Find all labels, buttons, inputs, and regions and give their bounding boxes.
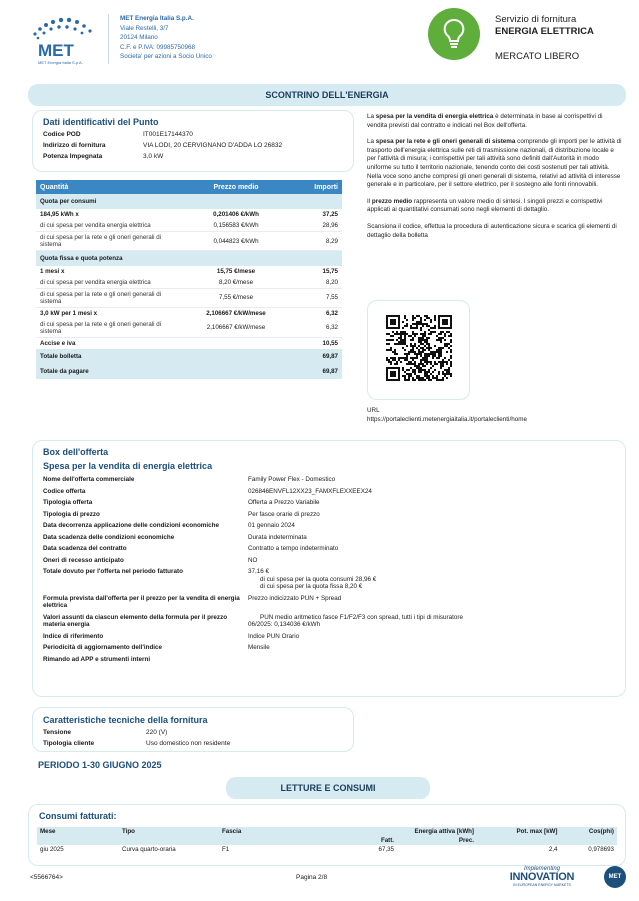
company-info (120, 14, 212, 62)
offer-label: Data scadenza del contratto (43, 545, 127, 552)
header-divider (108, 14, 109, 64)
offer-value: Per fasce orarie di prezzo (248, 510, 320, 518)
readings-title: LETTURE E CONSUMI (226, 777, 430, 799)
offer-row (43, 545, 613, 553)
table-row (36, 266, 342, 277)
offer-label: Totale dovuto per l'offerta nel periodo fatturato (43, 568, 183, 575)
amount-cell: 10,55 (322, 339, 338, 347)
price-cell: 2,106667 €/kW/mese (188, 319, 284, 338)
quantity-cell: 1 mesi x (40, 267, 65, 275)
company-line: 20124 Milano (120, 34, 158, 41)
offer-value: Mensile (248, 644, 270, 651)
quantity-cell: Totale da pagare (36, 364, 188, 379)
price-cell (188, 337, 284, 349)
table-row (36, 194, 342, 209)
quantity-cell: di cui spesa per vendita energia elettrica (36, 220, 188, 232)
offer-label: Formula prevista dall'offerta per il prezzo per la vendita di energia elettrica (43, 594, 240, 609)
price-cell (188, 349, 284, 364)
table-row (36, 349, 342, 364)
table-row (36, 209, 342, 220)
info-paragraph-network: La spesa per la rete e gli oneri generali di sistema comprende gli importi per le attività di trasporto dell'energia elettrica sulle reti di trasmissione nazionali, di distribuzione locale e per l'attività di misura; i corrispettivi per tali attività sono definiti dall'Autorità in modo uniforme su tutto il territorio nazionale, tenendo conto dei costi sostenuti per tali attività. Nella voce sono anche compresi gli oneri generali di sistema, relativi ad attività di interesse generale e in particolare, per il settore elettrico, per il sostegno alle fonti rinnovabili. (367, 138, 622, 189)
offer-box-title: Box dell'offerta (43, 447, 109, 457)
quantity-cell: di cui spesa per vendita energia elettrica (36, 277, 188, 289)
offer-value: Durata indeterminata (248, 533, 307, 541)
offer-label: Tipologia di prezzo (43, 510, 100, 518)
period-title: PERIODO 1-30 GIUGNO 2025 (38, 760, 162, 770)
quantity-cell: di cui spesa per la rete e gli oneri generali di sistema (36, 319, 188, 338)
table-row (36, 277, 342, 289)
table-row (36, 251, 342, 266)
company-line: Viale Restelli, 3/7 (120, 24, 169, 32)
met-badge-logo: MET (604, 866, 626, 888)
document-code: <5566764> (30, 874, 63, 881)
quantity-cell: 184,95 kWh x (40, 211, 79, 218)
innovation-badge: Implementing INNOVATION IN EUROPEAN ENERGY MARKETS (509, 866, 575, 887)
consumption-table (36, 180, 342, 379)
offer-label: Data decorrenza applicazione delle condizioni economiche (43, 522, 220, 529)
offer-label: Oneri di recesso anticipato (43, 556, 124, 564)
amount-cell: 8,29 (284, 232, 342, 251)
lightbulb-icon (428, 8, 480, 60)
page-number: Pagina 2/8 (296, 874, 328, 881)
amount-cell: 28,96 (284, 220, 342, 232)
amount-cell: 69,87 (284, 364, 342, 379)
table-row (36, 220, 342, 232)
offer-value (248, 656, 613, 664)
offer-value: Offerta a Prezzo Variabile (248, 499, 320, 506)
quantity-cell: di cui spesa per la rete e gli oneri generali di sistema (36, 232, 188, 251)
price-cell: 15,75 €/mese (216, 267, 256, 275)
offer-value: Indice PUN Orario (248, 632, 300, 640)
billed-box (28, 804, 626, 866)
billed-subheader: Fatt. Prec. (37, 836, 617, 845)
amount-cell: 6,32 (284, 319, 342, 338)
point-row: Potenza Impegnata 3,0 kW (43, 153, 164, 160)
qr-box (367, 300, 470, 400)
svg-text:MET Energia Italia S.p.A.: MET Energia Italia S.p.A. (38, 60, 83, 65)
tech-row: Tensione 220 (V) (43, 729, 168, 736)
offer-row (43, 488, 613, 496)
table-row (36, 364, 342, 379)
table-row (36, 288, 342, 307)
offer-label: Nome dell'offerta commerciale (43, 476, 135, 483)
offer-value: 01 gennaio 2024 (248, 522, 295, 529)
billed-header: Mese Tipo Fascia Energia attiva [kWh] Pot. max [kW] Cos(phi) (37, 827, 617, 836)
offer-row (43, 534, 613, 542)
tech-row: Tipologia cliente Uso domestico non residente (43, 740, 231, 747)
point-box (32, 110, 354, 172)
billed-title: Consumi fatturati: (39, 811, 117, 821)
billed-table (37, 827, 617, 854)
quantity-cell: di cui spesa per la rete e gli oneri generali di sistema (36, 288, 188, 307)
offer-row (43, 644, 613, 652)
billed-row: giu 2025 Curva quarto-oraria F1 67,35 2,4 0,978693 (40, 846, 614, 853)
price-cell (188, 194, 284, 209)
company-line: Societa' per azioni a Socio Unico (120, 53, 212, 60)
service-line1: Servizio di fornitura (495, 14, 577, 25)
table-row (36, 307, 342, 319)
offer-value: Contratto a tempo indeterminato (248, 545, 339, 552)
offer-row (43, 633, 613, 641)
offer-row (43, 499, 613, 507)
price-cell: 2,106667 €/kW/mese (206, 309, 266, 317)
table-row (36, 337, 342, 349)
offer-subtitle: Spesa per la vendita di energia elettrica (43, 461, 213, 471)
quantity-cell: 3,0 kW per 1 mesi x (40, 309, 98, 317)
point-row: Indirizzo di fornitura VIA LODI, 20 CERVIGNANO D'ADDA LO 26832 (43, 142, 283, 149)
table-header: Quantità Prezzo medio Importi (36, 180, 342, 194)
url-label: URL (367, 407, 380, 414)
price-cell (188, 251, 284, 266)
table-row (36, 232, 342, 251)
offer-value: 026846ENVFL12XX23_FAMXFLEXXEEX24 (248, 487, 372, 495)
offer-label: Indice di riferimento (43, 632, 104, 640)
service-info (495, 14, 594, 63)
price-cell: 7,55 €/mese (188, 288, 284, 307)
amount-cell: 8,20 (284, 277, 342, 289)
offer-label: Tipologia offerta (43, 499, 93, 506)
price-cell: 8,20 €/mese (188, 277, 284, 289)
info-paragraph-average-price: Il prezzo medio rappresenta un valore medio di sintesi. I singoli prezzi e corrispettivi applicati ai quantitativi consumati sono negli elementi di dettaglio. (367, 197, 603, 214)
qr-code[interactable] (386, 315, 452, 381)
offer-label: Data scadenza delle condizioni economiche (43, 533, 175, 541)
amount-cell: 15,75 (322, 267, 338, 275)
offer-value: 37,16 € di cui spesa per la quota consumi 28,96 € di cui spesa per la quota fissa 8,20 € (248, 568, 377, 590)
price-cell: 0,044823 €/kWh (188, 232, 284, 251)
quantity-cell: Quota per consumi (36, 194, 188, 209)
price-cell: 0,156583 €/kWh (188, 220, 284, 232)
amount-cell: 6,32 (325, 309, 338, 317)
offer-value: PUN medio aritmetico fasce F1/F2/F3 con spread, tutti i tipi di misuratore 06/2025: 0,134036 €/kWh (248, 613, 463, 628)
price-cell (188, 364, 284, 379)
amount-cell: 37,25 (322, 211, 338, 218)
offer-value: Family Power Flex - Domestico (248, 476, 336, 483)
price-cell: 0,201406 €/kWh (213, 211, 259, 218)
amount-cell (284, 251, 342, 266)
quantity-cell: Totale bolletta (36, 349, 188, 364)
offer-value: Prezzo indicizzato PUN + Spread (248, 594, 342, 602)
market-type: MERCATO LIBERO (495, 51, 580, 62)
offer-row (43, 511, 613, 519)
url-block (367, 407, 627, 424)
point-row: Codice POD IT001E17144370 (43, 131, 193, 138)
info-paragraph-scan: Scansiona il codice, effettua la procedura di autenticazione sicura e scarica gli elementi di dettaglio della bolletta (367, 222, 617, 239)
svg-text:MET: MET (38, 41, 74, 60)
amount-cell: 69,87 (284, 349, 342, 364)
info-text (367, 113, 623, 240)
tech-box (32, 707, 354, 752)
amount-cell: 7,55 (284, 288, 342, 307)
offer-row (43, 568, 613, 591)
quantity-cell: Quota fissa e quota potenza (36, 251, 188, 266)
offer-row (43, 476, 613, 484)
url-link[interactable]: https://portaleclienti.metenergiaitalia.it/portaleclienti/home (367, 415, 527, 423)
company-name: MET Energia Italia S.p.A. (120, 15, 194, 22)
company-line: C.F. e P.IVA: 09985750968 (120, 43, 196, 51)
offer-label: Codice offerta (43, 487, 86, 495)
offer-row (43, 522, 613, 530)
offer-label: Valori assunti da ciascun elemento della formula per il prezzo materia energia (43, 613, 228, 628)
offer-label: Rimando ad APP e strumenti interni (43, 655, 151, 663)
info-paragraph-sale: La spesa per la vendita di energia elettrica è determinata in base ai corrispettivi di vendita previsti dal contratto e indicati nel Box dell'offerta. (367, 113, 603, 129)
offer-row (43, 656, 613, 664)
met-logo (30, 12, 100, 67)
point-title: Dati identificativi del Punto (43, 117, 159, 127)
amount-cell (284, 194, 342, 209)
offer-details (43, 476, 613, 667)
receipt-title: SCONTRINO DELL'ENERGIA (28, 84, 626, 106)
tech-title: Caratteristiche tecniche della fornitura (43, 715, 208, 725)
offer-row (43, 614, 613, 629)
offer-value: NO (248, 556, 258, 564)
quantity-cell: Accise e iva (40, 339, 76, 347)
table-row (36, 319, 342, 338)
offer-row (43, 557, 613, 565)
offer-label: Periodicità di aggiornamento dell'indice (43, 644, 163, 651)
offer-box (32, 440, 626, 697)
service-line2: ENERGIA ELETTRICA (495, 26, 594, 37)
offer-row (43, 595, 613, 610)
